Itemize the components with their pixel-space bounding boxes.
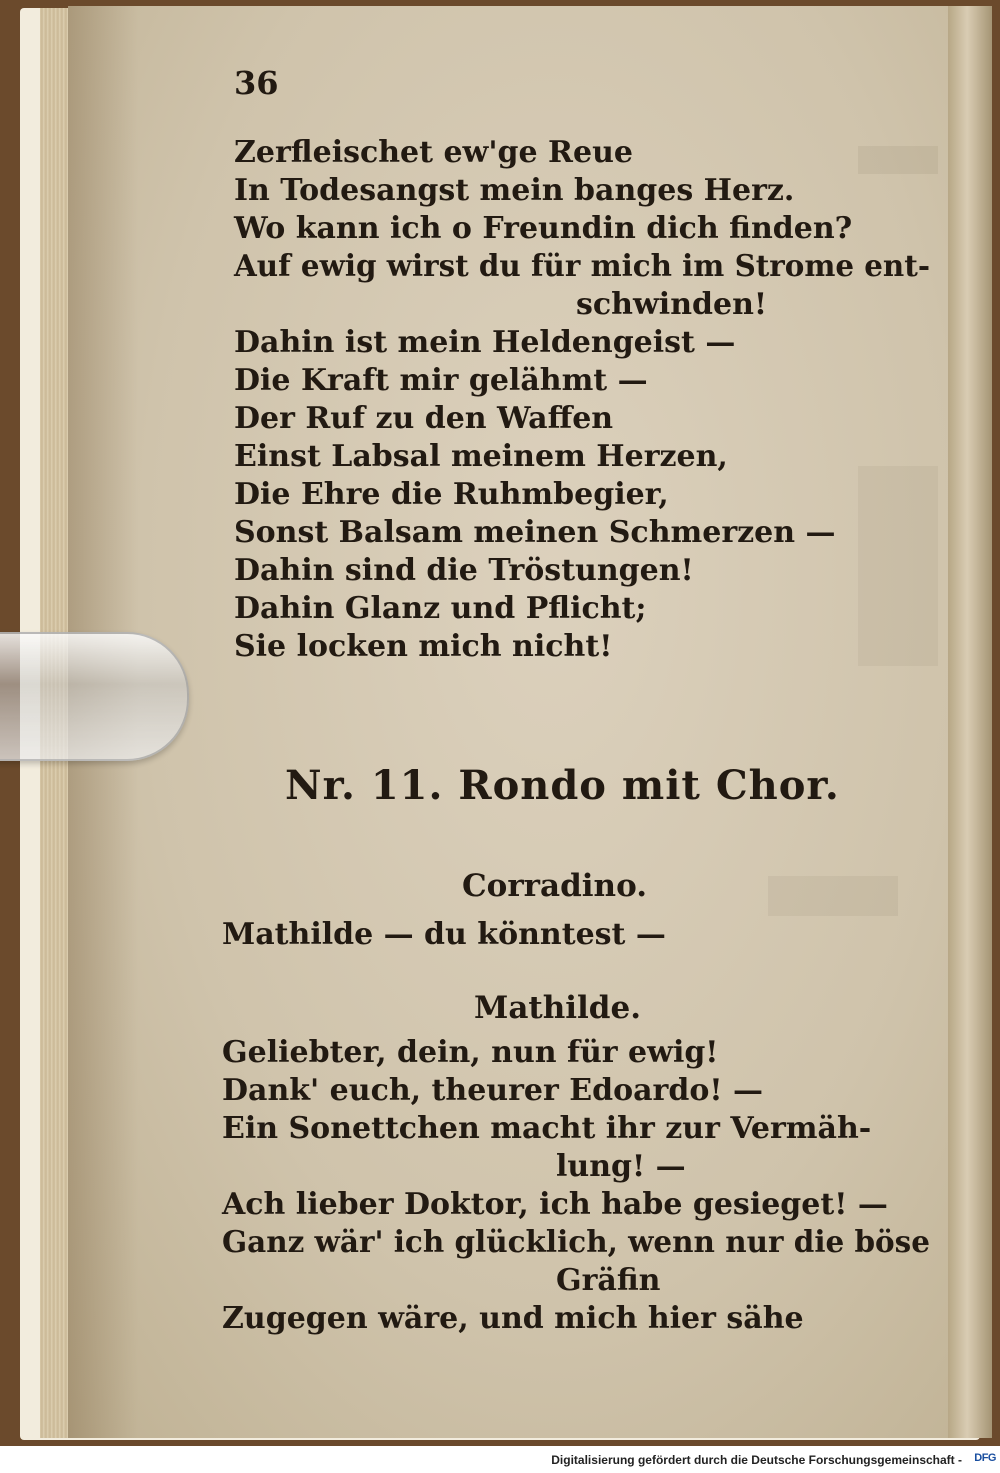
verse-line: Ach lieber Doktor, ich habe gesieget! — [222, 1187, 888, 1222]
verse-line: Die Kraft mir gelähmt — [234, 363, 648, 398]
verse-line: Auf ewig wirst du für mich im Strome ent- [234, 249, 930, 284]
verse-line: Dahin ist mein Heldengeist — [234, 325, 736, 360]
dfg-logo: DFG [974, 1452, 996, 1464]
verse-line: Ein Sonettchen macht ihr zur Vermäh- [222, 1111, 872, 1146]
verse-line: Zugegen wäre, und mich hier sähe [222, 1301, 804, 1336]
verse-line: Die Ehre die Ruhmbegier, [234, 477, 669, 512]
funding-credit: Digitalisierung gefördert durch die Deutsche Forschungsgemeinschaft - [551, 1453, 962, 1467]
verse-line: Der Ruf zu den Waffen [234, 401, 614, 436]
verse-line: Dahin Glanz und Pflicht; [234, 591, 647, 626]
verse-line: Geliebter, dein, nun für ewig! [222, 1035, 719, 1070]
verse-line: Gräfin [556, 1263, 661, 1298]
section-heading: Nr. 11. Rondo mit Chor. [285, 762, 840, 809]
verse-line: Ganz wär' ich glücklich, wenn nur die böse [222, 1225, 930, 1260]
verse-line: lung! — [556, 1149, 686, 1184]
verse-line: Einst Labsal meinem Herzen, [234, 439, 728, 474]
verse-line: In Todesangst mein banges Herz. [234, 173, 795, 208]
verse-line: Sonst Balsam meinen Schmerzen — [234, 515, 836, 550]
verse-line: Wo kann ich o Freundin dich finden? [234, 211, 853, 246]
verse-line: Sie locken mich nicht! [234, 629, 613, 664]
show-through [858, 146, 938, 174]
page-clip [0, 632, 189, 761]
speaker-name: Corradino. [462, 868, 648, 904]
verse-line: Dahin sind die Tröstungen! [234, 553, 694, 588]
verse-line: Zerfleischet ew'ge Reue [234, 135, 633, 170]
show-through [858, 466, 938, 666]
verse-line: Mathilde — du könntest — [222, 917, 666, 952]
page-number: 36 [234, 64, 279, 102]
speaker-name: Mathilde. [474, 990, 642, 1026]
verse-line: schwinden! [576, 287, 768, 322]
show-through [768, 876, 898, 916]
verse-line: Dank' euch, theurer Edoardo! — [222, 1073, 763, 1108]
footer [0, 1448, 1000, 1473]
